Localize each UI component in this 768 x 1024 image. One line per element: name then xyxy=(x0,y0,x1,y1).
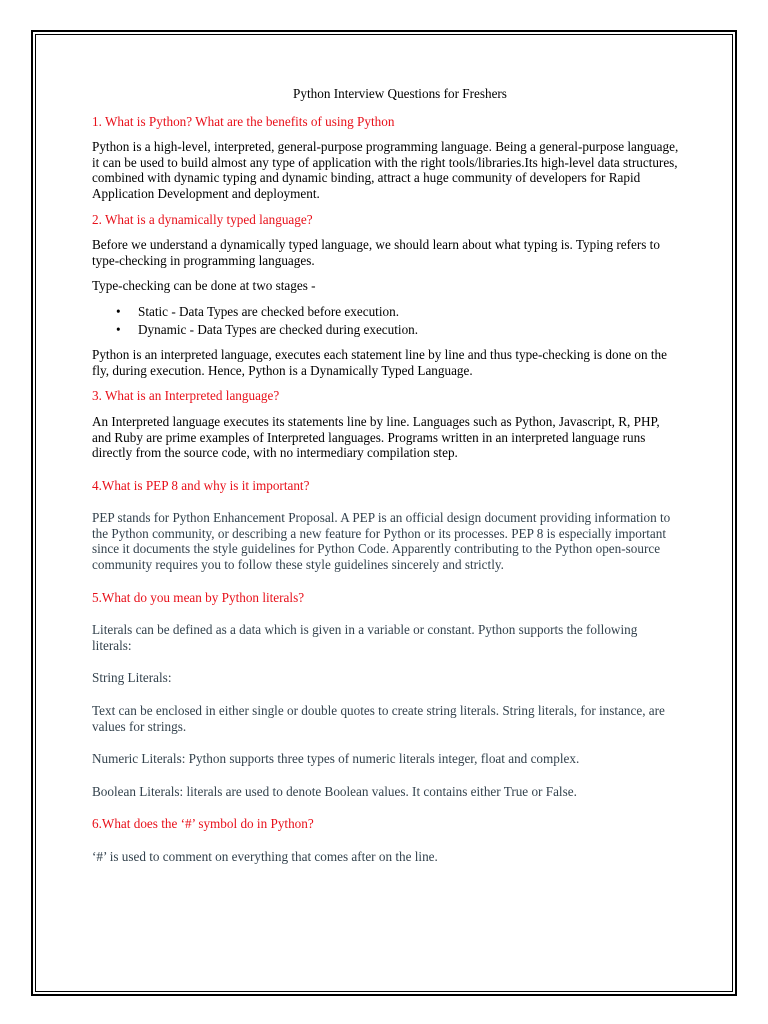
list-item xyxy=(92,322,680,338)
list-item xyxy=(92,304,680,320)
bullet-icon: • xyxy=(116,321,121,337)
answer-3-paragraph: An Interpreted language executes its statements line by line. Languages such as Python, Javascript, R, PHP, and Ruby are prime examples of Interpreted languages. Programs written in an interpreted language runs directly from the source code, with no intermediary compilation step. xyxy=(92,413,660,461)
answer-2-paragraph-3: Python is an interpreted language, executes each statement line by line and thus type-checking is done on the fly, during execution. Hence, Python is a Dynamically Typed Language. xyxy=(92,347,667,378)
answer-2-paragraph-2: Type-checking can be done at two stages - xyxy=(92,278,316,294)
answer-1-paragraph: Python is a high-level, interpreted, general-purpose programming language. Being a general-purpose language, it can be used to build almost any type of application with the right tools/libraries.Its high-level data structures, combined with dynamic typing and dynamic binding, attract a huge community of developers for Rapid Application Development and deployment. xyxy=(92,139,679,201)
document-body xyxy=(92,86,680,875)
answer-5-paragraph-3: Text can be enclosed in either single or double quotes to create string literals. String literals, for instance, are values for strings. xyxy=(92,703,665,734)
question-1: 1. What is Python? What are the benefits of using Python xyxy=(92,113,395,129)
document-title: Python Interview Questions for Freshers xyxy=(293,86,507,101)
answer-5-paragraph-2: String Literals: xyxy=(92,670,172,686)
list-item-text: Dynamic - Data Types are checked during execution. xyxy=(138,321,419,337)
answer-6-paragraph: ‘#’ is used to comment on everything that comes after on the line. xyxy=(92,849,438,864)
bullet-icon: • xyxy=(116,303,121,319)
answer-5-paragraph-1: Literals can be defined as a data which is given in a variable or constant. Python supports the following literals: xyxy=(92,622,638,653)
answer-2-paragraph-1: Before we understand a dynamically typed language, we should learn about what typing is. Typing refers to type-checking in programming languages. xyxy=(92,237,660,268)
answer-5-paragraph-5: Boolean Literals: literals are used to denote Boolean values. It contains either True or False. xyxy=(92,783,577,799)
answer-4-paragraph: PEP stands for Python Enhancement Proposal. A PEP is an official design document providing information to the Python community, or describing a new feature for Python or its processes. PEP 8 is especially important since it documents the style guidelines for Python Code. Apparently contributing to the Python open-source community requires you to follow these style guidelines sincerely and strictly. xyxy=(92,510,671,573)
question-6: 6.What does the ‘#’ symbol do in Python? xyxy=(92,816,314,832)
type-checking-list xyxy=(92,304,680,337)
question-5: 5.What do you mean by Python literals? xyxy=(92,589,305,605)
answer-5-paragraph-4: Numeric Literals: Python supports three types of numeric literals integer, float and complex. xyxy=(92,751,580,767)
question-2: 2. What is a dynamically typed language? xyxy=(92,211,313,227)
question-4: 4.What is PEP 8 and why is it important? xyxy=(92,477,310,493)
list-item-text: Static - Data Types are checked before execution. xyxy=(138,303,399,319)
question-3: 3. What is an Interpreted language? xyxy=(92,388,280,404)
